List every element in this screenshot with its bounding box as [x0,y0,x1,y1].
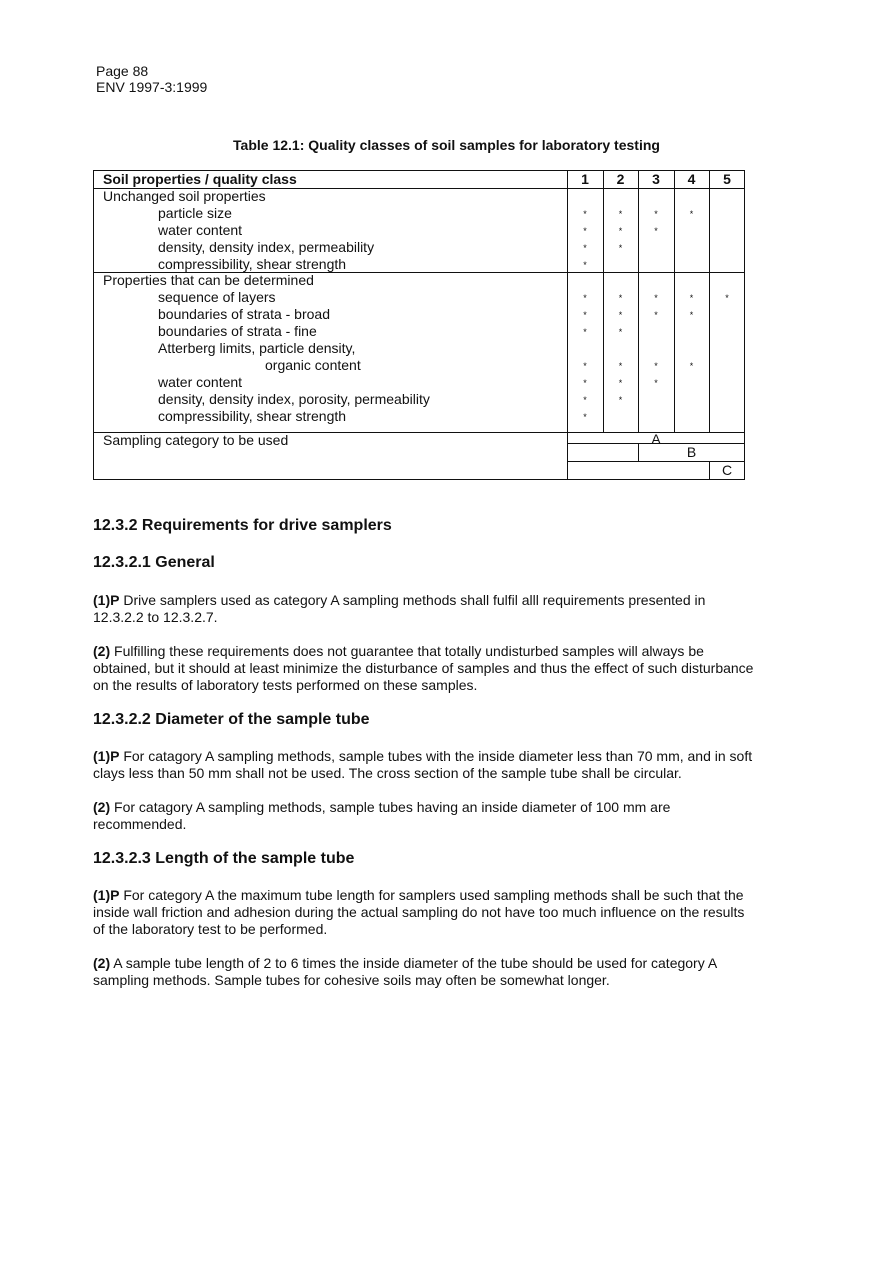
clause-tag: (2) [93,799,111,815]
section-heading-diameter: 12.3.2.2 Diameter of the sample tube [93,711,370,728]
table-title: Table 12.1: Quality classes of soil samples for laboratory testing [233,137,660,153]
property-label: density, density index, porosity, permeability [158,391,430,407]
table-border-left [93,170,94,480]
property-label-continued: organic content [265,357,361,373]
class-header-1: 1 [581,171,589,187]
class-header-3: 3 [652,171,660,187]
paragraph-length-1 [93,887,758,938]
class-header-2: 2 [616,171,625,187]
property-label: density, density index, permeability [158,239,375,255]
quality-mark: * [583,310,587,320]
paragraph-diameter-2 [93,799,758,833]
quality-mark: * [583,412,587,422]
class-column-divider [638,170,639,432]
class-header-5: 5 [723,171,731,187]
class-column-divider [709,170,710,432]
property-label: boundaries of strata - fine [158,323,317,339]
quality-mark: * [618,293,623,303]
quality-mark: * [618,395,623,405]
quality-mark: * [618,327,623,337]
clause-text: Drive samplers used as category A sampling methods shall fulfil alll requirements presented in 12.3.2.2 to 12.3.2.7. [93,592,706,625]
paragraph-general-2 [93,643,758,694]
quality-mark: * [618,310,623,320]
clause-tag: (1)P [93,748,120,764]
quality-mark: * [654,310,658,320]
quality-mark: * [583,243,587,253]
quality-mark: * [583,378,587,388]
quality-class-table [93,170,745,480]
quality-mark: * [618,243,623,253]
page-number: Page 88 [96,63,149,79]
quality-mark: * [689,209,694,219]
quality-mark: * [583,209,587,219]
section-heading-length: 12.3.2.3 Length of the sample tube [93,850,355,867]
property-label: water content [158,374,243,390]
property-label: compressibility, shear strength [158,256,347,272]
clause-tag: (1)P [93,592,120,608]
class-header-4: 4 [687,171,696,187]
property-label: water content [158,222,243,238]
property-label: particle size [158,205,232,221]
quality-mark: * [583,395,587,405]
quality-mark: * [583,361,587,371]
quality-mark: * [654,378,658,388]
quality-mark: * [725,293,729,303]
quality-mark: * [618,361,623,371]
section-heading-drive-samplers: 12.3.2 Requirements for drive samplers [93,517,392,534]
page-header [96,63,207,95]
quality-mark: * [654,209,658,219]
group-title: Properties that can be determined [103,272,314,288]
group-title: Unchanged soil properties [103,188,266,204]
category-c: C [721,462,733,478]
paragraph-length-2 [93,955,758,989]
class-column-divider [567,170,568,432]
clause-tag: (1)P [93,887,120,903]
category-a: A [651,431,661,447]
quality-mark: * [654,293,658,303]
paragraph-diameter-1 [93,748,758,782]
class-column-divider [674,170,675,432]
property-label: boundaries of strata - broad [158,306,330,322]
quality-mark: * [583,226,587,236]
property-label: Atterberg limits, particle density, [158,340,356,356]
class-column-divider [603,170,604,432]
quality-mark: * [583,260,587,270]
category-b: B [686,444,697,460]
paragraph-general-1 [93,592,758,626]
clause-text: For category A the maximum tube length for samplers used sampling methods shall be such that the inside wall friction and adhesion during the actual sampling do not have too much influence on the results of the laboratory test to be performed. [93,887,745,937]
quality-mark: * [654,226,658,236]
clause-text: For catagory A sampling methods, sample tubes having an inside diameter of 100 mm are recommended. [93,799,671,832]
table-header-label: Soil properties / quality class [103,171,297,187]
quality-mark: * [618,209,623,219]
clause-tag: (2) [93,955,111,971]
quality-mark: * [583,327,587,337]
table-border-bottom [93,479,745,480]
section-heading-general: 12.3.2.1 General [93,554,215,571]
quality-mark: * [618,226,623,236]
clause-text: A sample tube length of 2 to 6 times the inside diameter of the tube should be used for category A sampling methods. Sample tubes for cohesive soils may often be somewhat longer. [93,955,717,988]
quality-mark: * [583,293,587,303]
quality-mark: * [654,361,658,371]
quality-mark: * [689,293,694,303]
standard-id: ENV 1997-3:1999 [96,79,208,95]
quality-mark: * [689,310,694,320]
property-label: compressibility, shear strength [158,408,347,424]
quality-mark: * [618,378,623,388]
clause-text: For catagory A sampling methods, sample tubes with the inside diameter less than 70 mm, and in soft clays less than 50 mm shall not be used. The cross section of the sample tube shall be circular. [93,748,753,781]
sampling-category-label: Sampling category to be used [103,432,289,448]
clause-tag: (2) [93,643,111,659]
clause-text: Fulfilling these requirements does not guarantee that totally undisturbed samples will always be obtained, but it should at least minimize the disturbance of samples and thus the effect of such disturbance on the results of laboratory tests performed on these samples. [93,643,754,693]
property-label: sequence of layers [158,289,276,305]
quality-mark: * [689,361,694,371]
